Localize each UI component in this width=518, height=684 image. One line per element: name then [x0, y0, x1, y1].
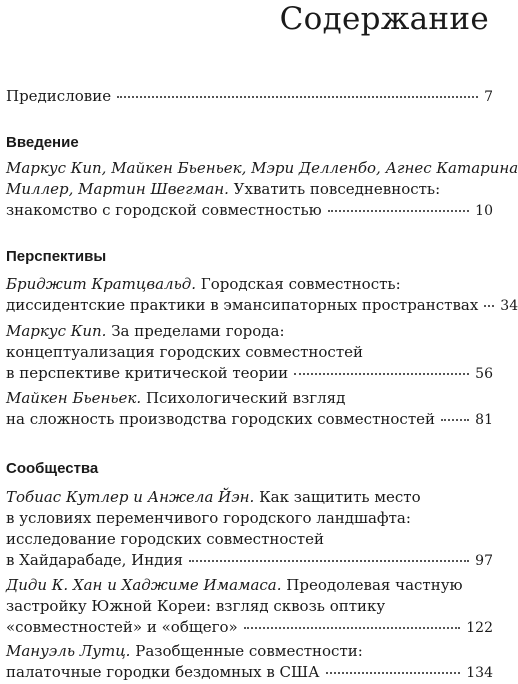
page-number: 56 — [475, 366, 493, 382]
entry-line — [6, 158, 518, 179]
entry-line — [6, 388, 493, 409]
entry-line — [6, 342, 493, 363]
entry-author: Майкен Бьеньек. — [6, 389, 142, 407]
entry-line — [6, 274, 493, 295]
entry-text: исследование городских совместностей — [6, 530, 324, 548]
dot-leader — [189, 560, 469, 562]
toc-entry[interactable] — [6, 575, 493, 639]
entry-author: Миллер, Мартин Швегман. — [6, 180, 229, 198]
entry-author: Тобиас Кутлер и Анжела Йэн. — [6, 488, 255, 506]
entry-text: застройку Южной Кореи: взгляд сквозь оптику — [6, 597, 386, 615]
entry-text: диссидентские практики в эмансипаторных пространствах — [6, 296, 479, 314]
section-heading: Сообщества — [6, 460, 99, 477]
toc-entry[interactable] — [6, 641, 493, 684]
toc-entry-preface[interactable] — [6, 86, 493, 108]
section-heading: Перспективы — [6, 248, 107, 265]
entry-line — [6, 641, 493, 662]
entry-text: на сложность производства городских совместностей — [6, 410, 435, 428]
dot-leader — [328, 210, 469, 212]
entry-text: Психологический взгляд — [141, 389, 346, 407]
section-heading: Введение — [6, 134, 79, 151]
entry-text: в перспективе критической теории — [6, 364, 289, 382]
entry-author: Маркус Кип, Майкен Бьеньек, Мэри Делленбо, Агнес Катарина — [6, 159, 518, 177]
toc-entry[interactable] — [6, 487, 493, 572]
entry-text: Разобщенные совместности: — [130, 642, 363, 660]
entry-author: Мануэль Лутц. — [6, 642, 131, 660]
entry-line — [6, 179, 493, 200]
entry-line — [6, 487, 493, 508]
toc-entry[interactable] — [6, 388, 493, 431]
entry-text: в Хайдарабаде, Индия — [6, 551, 183, 569]
dot-leader — [484, 305, 494, 307]
dot-leader — [294, 373, 469, 375]
entry-text: знакомство с городской совместностью — [6, 201, 322, 219]
entry-author: Маркус Кип. — [6, 322, 107, 340]
entry-text: палаточные городки бездомных в США — [6, 663, 320, 681]
toc-entry[interactable] — [6, 321, 493, 385]
page-number: 34 — [500, 298, 518, 314]
entry-text: Как защитить место — [254, 488, 421, 506]
entry-text: За пределами города: — [106, 322, 285, 340]
entry-text: в условиях переменчивого городского ландшафта: — [6, 509, 411, 527]
dot-leader — [326, 672, 461, 674]
entry-line — [6, 321, 493, 342]
page-title: Содержание — [279, 1, 489, 37]
toc-entry[interactable] — [6, 274, 518, 317]
entry-author: Диди К. Хан и Хаджиме Имамаса. — [6, 576, 282, 594]
entry-line — [6, 575, 493, 596]
page-number: 10 — [475, 203, 493, 219]
page-number: 134 — [466, 665, 493, 681]
entry-text: Городская совместность: — [196, 275, 401, 293]
entry-line — [6, 508, 493, 529]
dot-leader — [441, 419, 469, 421]
dot-leader — [244, 627, 461, 629]
toc-entry[interactable] — [6, 158, 518, 222]
dot-leader — [117, 96, 478, 98]
entry-text: концептуализация городских совместностей — [6, 343, 363, 361]
entry-text: Преодолевая частную — [281, 576, 463, 594]
entry-title: Предисловие — [6, 87, 112, 105]
page-number: 7 — [484, 89, 493, 105]
entry-text: «совместностей» и «общего» — [6, 618, 238, 636]
page-number: 97 — [475, 553, 493, 569]
entry-line — [6, 596, 493, 617]
entry-text: Ухватить повседневность: — [228, 180, 441, 198]
entry-line — [6, 529, 493, 550]
entry-author: Бриджит Кратцвальд. — [6, 275, 197, 293]
page-number: 122 — [466, 620, 493, 636]
page-number: 81 — [475, 412, 493, 428]
